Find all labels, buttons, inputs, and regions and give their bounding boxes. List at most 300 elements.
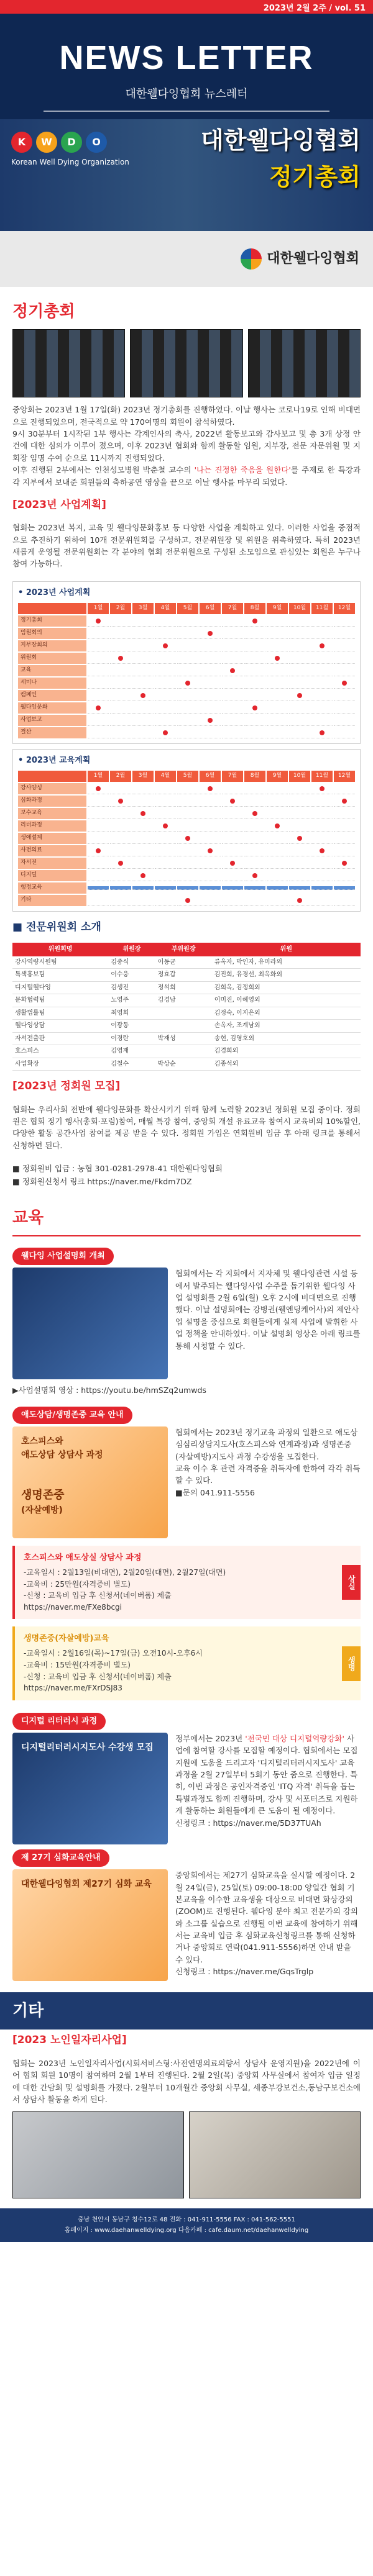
gantt-cell <box>110 783 131 794</box>
gantt-cell <box>110 808 131 819</box>
gantt-cell <box>88 858 109 869</box>
table-row <box>12 969 361 982</box>
table-cell: 송현, 김영호외 <box>212 1032 361 1045</box>
gantt-cell <box>289 690 310 701</box>
committee-col-0: 위원회명 <box>12 943 108 956</box>
gantt-corner <box>18 603 86 614</box>
org-logo <box>241 248 359 270</box>
gantt-cell <box>88 628 109 639</box>
table-cell: 이수웅 <box>108 969 155 982</box>
gantt-cell <box>289 640 310 651</box>
table-cell <box>155 1007 212 1020</box>
gantt-cell <box>311 690 333 701</box>
committee-col-1: 위원장 <box>108 943 155 956</box>
gantt-cell <box>334 858 355 869</box>
gantt-cell <box>334 820 355 832</box>
footer-links[interactable]: 홈페이지 : www.daehanwelldying.org 다음카페 : cafe.daum.net/daehanwelldying <box>64 2226 309 2234</box>
gantt-cell <box>155 678 176 689</box>
gantt-cell <box>267 702 288 714</box>
gantt-cell <box>132 870 154 881</box>
gantt-month-9: 9월 <box>267 603 288 614</box>
table-cell: 강사역량시원팀 <box>12 956 108 969</box>
table-cell <box>155 1020 212 1033</box>
gantt-cell <box>334 727 355 738</box>
gantt-month-12: 12월 <box>334 771 355 782</box>
gantt-cell <box>222 796 243 807</box>
gantt-cell <box>110 653 131 664</box>
gantt-cell <box>289 820 310 832</box>
gantt-cell <box>110 870 131 881</box>
gantt-cell <box>244 886 265 890</box>
gantt-cell <box>200 858 221 869</box>
gantt-cell <box>132 796 154 807</box>
gantt-cell <box>222 870 243 881</box>
table-cell: 이광동 <box>108 1020 155 1033</box>
gantt-cell <box>200 715 221 726</box>
gantt-month-4: 4월 <box>155 603 176 614</box>
gantt-cell <box>200 653 221 664</box>
grief-poster-line-1: 호스피스와 <box>21 1436 63 1446</box>
gantt-cell <box>222 690 243 701</box>
gantt-cell <box>267 640 288 651</box>
table-cell: 웰다잉상담 <box>12 1020 108 1033</box>
table-cell: 박재성 <box>155 1032 212 1045</box>
gantt-cell <box>334 665 355 676</box>
gantt-cell <box>132 727 154 738</box>
plan-text: 협회는 2023년 복지, 교육 및 웰다잉문화홍보 등 다양한 사업을 계획하고 있다. 이러한 사업을 중점적으로 추진하기 위하여 10개 전문위원회를 구성하고, 전문위원장 및 위원을 위촉하였다. 특히 2023년 새롭게 운영될 전문위원회는 각 분야의 협회 전문위원으로 구성된 소모임으로 관심있는 회원은 누구나 참여 가능하다. <box>12 523 361 569</box>
table-cell: 김진희, 유경선, 최옥화외 <box>212 969 361 982</box>
gantt-cell <box>177 702 198 714</box>
gantt-cell <box>177 640 198 651</box>
section-education: 교육 <box>12 1208 44 1227</box>
gantt-cell <box>222 715 243 726</box>
gantt-cell <box>267 783 288 794</box>
gantt-cell <box>88 833 109 844</box>
gantt-cell <box>110 886 131 890</box>
gantt-month-8: 8월 <box>244 771 265 782</box>
jobs-text: 협회는 2023년 노인일자리사업(시회서비스형:사전연명의료의향서 상담사 운영지원)을 2022년에 이어 협회 회원 10명이 참여하며 2월 1부터 진행된다. 2월 2일(목) 중앙회 사무실에서 참여자 입금 일정에 대한 간담회 및 설명회를 가졌다. 2월부터 10개월간 중앙회 사무실, 세종부강보건소,동남구보건소에서 상담사 활동을 하게 된다. <box>12 2058 361 2104</box>
hospice-course-link[interactable]: https://naver.me/FXe8bcgi <box>24 1602 122 1612</box>
gantt-row-label: 세미나 <box>18 678 86 689</box>
gantt-cell <box>244 653 265 664</box>
gantt-cell <box>200 796 221 807</box>
tag-advanced-course: 제 27기 심화교육안내 <box>12 1849 109 1867</box>
gantt-cell <box>88 895 109 906</box>
gantt-cell <box>110 833 131 844</box>
gantt-cell <box>311 715 333 726</box>
table-cell: 손옥자, 조계남외 <box>212 1020 361 1033</box>
gantt-cell <box>289 783 310 794</box>
gantt-cell <box>311 845 333 856</box>
gantt-month-2: 2월 <box>110 771 131 782</box>
gantt-cell <box>244 665 265 676</box>
gantt-month-6: 6월 <box>200 771 221 782</box>
gantt-cell <box>155 690 176 701</box>
table-cell: 박상순 <box>155 1058 212 1071</box>
gantt-cell <box>110 895 131 906</box>
section-general-meeting: 정기총회 <box>12 302 75 321</box>
gantt-cell <box>132 690 154 701</box>
table-cell: 특색홍보팀 <box>12 969 108 982</box>
title-divider <box>44 111 329 112</box>
gantt-row-label: 교육 <box>18 665 86 676</box>
jobs-photo-1 <box>12 2111 184 2198</box>
gantt-cell <box>88 727 109 738</box>
hospice-course-box: 호스피스와 애도상실 상담사 과정 -교육일시 : 2월13일(비대면), 2월20일(대면), 2월27일(대면) -교육비 : 25만원(자격증비 별도) -신청 : 교육비 입금 후 신청서(네이버폼) 제출 https://naver.me/FXe8bcgi 상실 <box>12 1546 361 1620</box>
gantt-cell <box>289 615 310 627</box>
gantt-row-label: 정기총회 <box>18 615 86 627</box>
gantt-cell <box>132 845 154 856</box>
gantt-cell <box>132 702 154 714</box>
newsletter-subtitle: 대한웰다잉협회 뉴스레터 <box>125 87 248 101</box>
org-logo-icon <box>241 248 262 270</box>
gantt-row-label: 임원회의 <box>18 628 86 639</box>
digital-text: 정부에서는 2023년 '전국민 대상 디지털역량강화' 사업에 참여할 강사를 모집할 예정이다. 협회에서는 모집 지원에 도움을 드리고자 '디지털리터러시지도사' 교육과정을 2월 27일부터 5회기 동안 줌으로 진행한다. 특히, 이번 과정은 공인자격증인 'ITQ 자격' 취득을 돕는 특별과정도 함께 진행하며, 강사 및 서포터즈로 지원하게 활동하는 회원들에게 큰 도움이 될 예정이다. 신청링크 : https://naver.me/5D37TUAh <box>175 1733 361 1844</box>
gantt-row-label: 캠페인 <box>18 690 86 701</box>
gantt-cell <box>334 808 355 819</box>
committee-col-2: 부위원장 <box>155 943 212 956</box>
gantt-cell <box>311 820 333 832</box>
gantt-cell <box>110 796 131 807</box>
table-cell: 김철수 <box>108 1058 155 1071</box>
gantt-month-11: 11월 <box>311 771 333 782</box>
digital-link[interactable]: 신청링크 : https://naver.me/5D37TUAh <box>175 1818 321 1828</box>
gantt-cell <box>244 808 265 819</box>
gantt-cell <box>177 870 198 881</box>
gantt-row-label: 보수교육 <box>18 808 86 819</box>
gantt-cell <box>110 845 131 856</box>
table-cell: 김희옥, 김정희외 <box>212 981 361 994</box>
briefing-block <box>0 1268 373 1379</box>
event-title <box>201 122 361 196</box>
gantt-month-7: 7월 <box>222 603 243 614</box>
gantt-cell <box>177 895 198 906</box>
gantt-cell <box>177 690 198 701</box>
gantt-cell <box>334 845 355 856</box>
gantt-cell <box>132 665 154 676</box>
gantt-cell <box>244 796 265 807</box>
jobs-photos <box>0 2111 373 2198</box>
business-plan-grid <box>18 603 355 738</box>
gantt-cell <box>311 783 333 794</box>
gantt-cell <box>200 820 221 832</box>
gantt-cell <box>110 628 131 639</box>
table-cell: 김생진 <box>108 981 155 994</box>
gantt-cell <box>222 833 243 844</box>
recruit-bank: ■ 정회원비 입금 : 농협 301-0281-2978-41 대한웰다잉협회 <box>12 1164 223 1174</box>
gantt-cell <box>222 678 243 689</box>
suicide-prevention-title: 생명존중(자살예방)교육 <box>24 1634 109 1644</box>
business-plan-caption: • 2023년 사업계획 <box>18 587 91 597</box>
gantt-cell <box>244 727 265 738</box>
recruit-link[interactable]: ■ 정회원신청서 링크 https://naver.me/Fkdm7DZ <box>12 1177 192 1187</box>
gantt-cell <box>267 808 288 819</box>
gantt-cell <box>222 665 243 676</box>
gantt-cell <box>177 783 198 794</box>
gantt-cell <box>177 615 198 627</box>
gantt-cell <box>334 715 355 726</box>
gantt-cell <box>177 845 198 856</box>
gantt-month-12: 12월 <box>334 603 355 614</box>
gantt-cell <box>289 858 310 869</box>
kwdo-logo <box>11 132 129 168</box>
tag-digital-literacy: 디지털 리터러시 과정 <box>12 1713 106 1730</box>
gantt-row-label: 사전의료 <box>18 845 86 856</box>
gantt-cell <box>88 653 109 664</box>
gantt-cell <box>177 796 198 807</box>
gantt-cell <box>311 665 333 676</box>
gantt-cell <box>110 858 131 869</box>
gantt-row-label: 자서전 <box>18 858 86 869</box>
business-plan-chart <box>12 581 361 744</box>
gantt-cell <box>200 690 221 701</box>
gantt-cell <box>244 628 265 639</box>
jobs-heading: [2023 노인일자리사업] <box>12 2034 127 2047</box>
gantt-cell <box>334 886 355 890</box>
gantt-cell <box>244 715 265 726</box>
event-org: 대한웰다잉협회 <box>201 127 361 154</box>
kwdo-w: W <box>36 132 57 153</box>
issue-label: 2023년 2월 2주 / vol. 51 <box>263 4 366 13</box>
hospice-course-title: 호스피스와 애도상실 상담사 과정 <box>24 1553 142 1562</box>
table-row <box>12 1032 361 1045</box>
gantt-cell <box>88 665 109 676</box>
table-row <box>12 994 361 1007</box>
gantt-cell <box>132 615 154 627</box>
grief-block <box>0 1426 373 1538</box>
gantt-cell <box>155 845 176 856</box>
gantt-cell <box>311 653 333 664</box>
gantt-cell <box>267 886 288 890</box>
gantt-cell <box>267 653 288 664</box>
hospice-side-label: 상실 <box>342 1565 361 1600</box>
gantt-cell <box>222 615 243 627</box>
table-cell: 김영재 <box>108 1045 155 1058</box>
gantt-row-label: 웰다잉문화 <box>18 702 86 714</box>
gantt-cell <box>88 702 109 714</box>
gantt-cell <box>155 628 176 639</box>
gantt-cell <box>311 615 333 627</box>
gantt-cell <box>88 615 109 627</box>
jobs-photo-2 <box>189 2111 361 2198</box>
gantt-cell <box>132 833 154 844</box>
table-cell: 사업확장 <box>12 1058 108 1071</box>
table-row <box>12 1007 361 1020</box>
gantt-cell <box>267 796 288 807</box>
education-plan-chart <box>12 749 361 912</box>
gantt-cell <box>222 820 243 832</box>
gantt-month-8: 8월 <box>244 603 265 614</box>
table-cell: 디지털웰다잉 <box>12 981 108 994</box>
gantt-cell <box>200 833 221 844</box>
tag-business-briefing: 웰다잉 사업설명회 개최 <box>12 1248 114 1265</box>
gantt-cell <box>289 808 310 819</box>
grief-text: 협회에서는 2023년 정기교육 과정의 일환으로 애도상심심리상담지도사(호스피스와 연계과정)과 생명존중(자살예방)지도사 과정 수강생을 모집한다. 교육 이수 후 관련 자격증을 취득자에 한하여 각각 취득할 수 있다. ■문의 041.911-5556 <box>175 1427 361 1497</box>
gantt-cell <box>200 678 221 689</box>
grief-poster <box>12 1426 168 1538</box>
table-cell: 문화협력팀 <box>12 994 108 1007</box>
gantt-cell <box>334 678 355 689</box>
meeting-text <box>0 397 373 494</box>
gantt-month-9: 9월 <box>267 771 288 782</box>
gantt-cell <box>155 665 176 676</box>
gantt-cell <box>267 628 288 639</box>
gantt-cell <box>200 886 221 890</box>
education-plan-caption: • 2023년 교육계획 <box>18 755 91 765</box>
table-cell: 류옥자, 박인자, 유미라외 <box>212 956 361 969</box>
table-cell: 최영희 <box>108 1007 155 1020</box>
gantt-cell <box>267 615 288 627</box>
gantt-row-label: 심화과정 <box>18 796 86 807</box>
kwdo-d: D <box>61 132 82 153</box>
gantt-cell <box>289 796 310 807</box>
advanced-link[interactable]: 신청링크 : https://naver.me/GqsTrglp <box>175 1967 314 1977</box>
table-row <box>12 1020 361 1033</box>
gantt-cell <box>244 858 265 869</box>
gantt-cell <box>267 678 288 689</box>
gantt-row-label: 위원회 <box>18 653 86 664</box>
gantt-row-label: 행정교육 <box>18 882 86 894</box>
gantt-cell <box>222 640 243 651</box>
table-row <box>12 956 361 969</box>
gantt-month-3: 3월 <box>132 603 154 614</box>
gantt-cell <box>267 727 288 738</box>
gantt-cell <box>244 640 265 651</box>
gantt-corner <box>18 771 86 782</box>
gantt-cell <box>200 628 221 639</box>
gantt-row-label: 디지털 <box>18 870 86 881</box>
gantt-cell <box>110 665 131 676</box>
gantt-cell <box>244 833 265 844</box>
gantt-cell <box>155 808 176 819</box>
gantt-cell <box>311 808 333 819</box>
table-cell: 김종석외 <box>212 1058 361 1071</box>
table-row <box>12 1058 361 1071</box>
gantt-cell <box>155 702 176 714</box>
gantt-cell <box>177 727 198 738</box>
table-cell: 생활법률팀 <box>12 1007 108 1020</box>
gantt-month-11: 11월 <box>311 603 333 614</box>
gantt-cell <box>88 715 109 726</box>
gantt-cell <box>132 678 154 689</box>
meeting-para-2: 9시 30분부터 1시작된 1부 행사는 각계인사의 축사, 2022년 활동보고와 감사보고 및 총 3개 상정 안건에 대한 심의가 이루어 졌으며, 이후 2023년 협회와 함께 활동할 임원, 지부장, 전문 자문위원 및 지회장 임명 수여 순으로 11시까지 진행되었다. <box>12 429 361 463</box>
recruit-heading: [2023년 정회원 모집] <box>12 1080 121 1093</box>
gantt-row-label: 강사양성 <box>18 783 86 794</box>
gantt-cell <box>334 615 355 627</box>
gantt-cell <box>334 628 355 639</box>
gantt-cell <box>110 727 131 738</box>
meeting-photo-3 <box>248 329 361 397</box>
gantt-cell <box>200 845 221 856</box>
gantt-cell <box>200 783 221 794</box>
gantt-cell <box>334 640 355 651</box>
gantt-cell <box>88 796 109 807</box>
gantt-cell <box>267 690 288 701</box>
gantt-cell <box>334 895 355 906</box>
gantt-month-5: 5월 <box>177 603 198 614</box>
gantt-cell <box>200 808 221 819</box>
gantt-cell <box>132 858 154 869</box>
kwdo-o: O <box>86 132 107 153</box>
gantt-cell <box>200 640 221 651</box>
education-divider <box>12 1235 361 1236</box>
footer-address: 충남 천안시 동남구 청수12로 48 전화 : 041-911-5556 FAX : 041-562-5551 <box>78 2216 295 2224</box>
table-cell: 정효갑 <box>155 969 212 982</box>
org-logo-text: 대한웰다잉협회 <box>267 251 359 266</box>
gantt-cell <box>334 690 355 701</box>
gantt-cell <box>177 820 198 832</box>
advanced-text: 중앙회에서는 제27기 심화교육을 실시할 예정이다. 2월 24일(금), 25일(토) 09:00-18:00 양일간 협회 기본교육을 이수한 교육생을 대상으로 비대면 화상강의(ZOOM)로 진행된다. 웰다잉 분야 최고 전문가의 강의와 소그룹 실습으로 진행될 이번 교육에 참여하기 위해서는 교육비 입금 후 심화교육신청링크를 통해 신청하거나 중앙회로 연락(041.911-5556)하면 안내 받을 수 있다. 신청링크 : https://naver.me/GqsTrglp <box>175 1869 361 1981</box>
gantt-cell <box>267 870 288 881</box>
briefing-video-link[interactable]: ▶사업설명회 영상 : https://youtu.be/hmSZq2umwds <box>12 1386 206 1395</box>
meeting-para-3: 이후 진행된 2부에서는 인천성모병원 박춘철 교수의 '나는 진정한 죽음을 원한다'를 주제로 한 특강과 각 지부에서 보내준 회원들의 축하공연 영상을 끝으로 이날 행사를 마무리 되었다. <box>12 465 361 487</box>
section-other: 기타 <box>0 1992 373 2030</box>
gantt-cell <box>88 845 109 856</box>
gantt-cell <box>155 653 176 664</box>
gantt-cell <box>334 833 355 844</box>
gantt-cell <box>177 886 198 890</box>
gantt-month-10: 10월 <box>289 771 310 782</box>
gantt-month-10: 10월 <box>289 603 310 614</box>
gantt-cell <box>155 783 176 794</box>
gantt-cell <box>132 886 154 890</box>
gantt-cell <box>155 796 176 807</box>
gantt-cell <box>244 690 265 701</box>
advanced-block <box>0 1869 373 1981</box>
gantt-cell <box>289 628 310 639</box>
digital-poster: 디지털리터러시지도사 수강생 모집 <box>12 1733 168 1844</box>
gantt-cell <box>244 820 265 832</box>
meeting-photo-2 <box>130 329 242 397</box>
gantt-cell <box>267 895 288 906</box>
suicide-side-label: 생명 <box>342 1646 361 1681</box>
table-cell: 이미진, 이혜영외 <box>212 994 361 1007</box>
gantt-cell <box>88 640 109 651</box>
gantt-cell <box>222 653 243 664</box>
gantt-cell <box>267 715 288 726</box>
gantt-cell <box>311 640 333 651</box>
gantt-cell <box>132 628 154 639</box>
table-cell: 이경란 <box>108 1032 155 1045</box>
gantt-cell <box>311 628 333 639</box>
footer <box>0 2208 373 2242</box>
gantt-cell <box>200 665 221 676</box>
gantt-cell <box>311 886 333 890</box>
gantt-month-4: 4월 <box>155 771 176 782</box>
table-cell: 이동균 <box>155 956 212 969</box>
gantt-cell <box>289 727 310 738</box>
gantt-cell <box>177 665 198 676</box>
gantt-cell <box>155 886 176 890</box>
gantt-month-1: 1월 <box>88 603 109 614</box>
gantt-row-label: 지부장회의 <box>18 640 86 651</box>
tag-grief-course: 애도상담/생명존중 교육 안내 <box>12 1407 132 1424</box>
advanced-poster: 대한웰다잉협회 제27기 심화 교육 <box>12 1869 168 1981</box>
gantt-cell <box>244 783 265 794</box>
gantt-cell <box>155 715 176 726</box>
gantt-cell <box>155 858 176 869</box>
suicide-prevention-link[interactable]: https://naver.me/FXrDSJ83 <box>24 1684 122 1693</box>
gantt-row-label: 결산 <box>18 727 86 738</box>
gantt-row-label: 사업보고 <box>18 715 86 726</box>
gantt-cell <box>222 702 243 714</box>
table-cell: 자서전출판 <box>12 1032 108 1045</box>
gantt-cell <box>177 715 198 726</box>
gantt-cell <box>88 820 109 832</box>
gantt-cell <box>289 886 310 890</box>
recruit-info <box>0 1158 373 1193</box>
gantt-row-label: 생애설계 <box>18 833 86 844</box>
